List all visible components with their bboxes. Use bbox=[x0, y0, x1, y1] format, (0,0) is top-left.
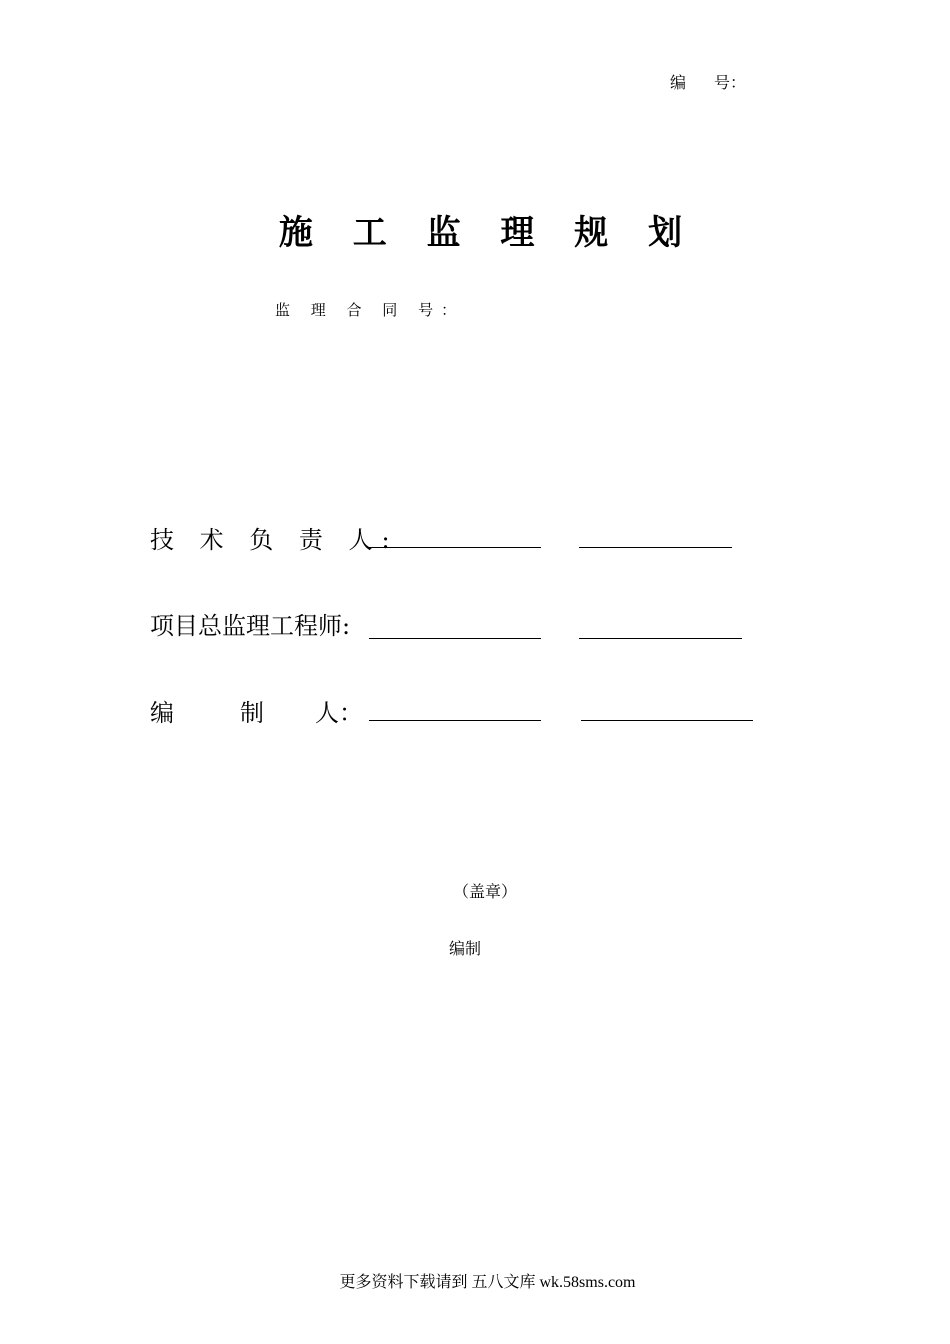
number-label-part-2: 号： bbox=[714, 73, 747, 92]
tech-lead-name-line[interactable] bbox=[369, 547, 541, 548]
compiler-date-line[interactable] bbox=[581, 720, 753, 721]
compiler-label-part-1: 编 bbox=[150, 699, 174, 727]
contract-number-label: 监 理 合 同 号： bbox=[275, 301, 465, 319]
document-number-label bbox=[670, 70, 746, 93]
compiler-label bbox=[150, 693, 363, 728]
number-label-part-1: 编 bbox=[670, 73, 687, 92]
chief-supervisor-name-line[interactable] bbox=[369, 638, 541, 639]
footer-download-note: 更多资料下载请到 五八文库 wk.58sms.com bbox=[339, 1274, 636, 1291]
compiler-label-part-3: 人： bbox=[315, 699, 363, 727]
chief-supervisor-date-line[interactable] bbox=[579, 638, 742, 639]
tech-lead-date-line[interactable] bbox=[579, 547, 732, 548]
compiler-label-part-2: 制 bbox=[240, 699, 264, 727]
seal-note: （盖章） bbox=[452, 882, 517, 901]
document-title: 施 工 监 理 规 划 bbox=[278, 213, 697, 253]
tech-lead-label: 技 术 负 责 人: bbox=[150, 526, 399, 554]
chief-supervisor-label: 项目总监理工程师: bbox=[150, 612, 351, 640]
compiler-name-line[interactable] bbox=[369, 720, 541, 721]
compiled-note: 编制 bbox=[449, 939, 482, 958]
